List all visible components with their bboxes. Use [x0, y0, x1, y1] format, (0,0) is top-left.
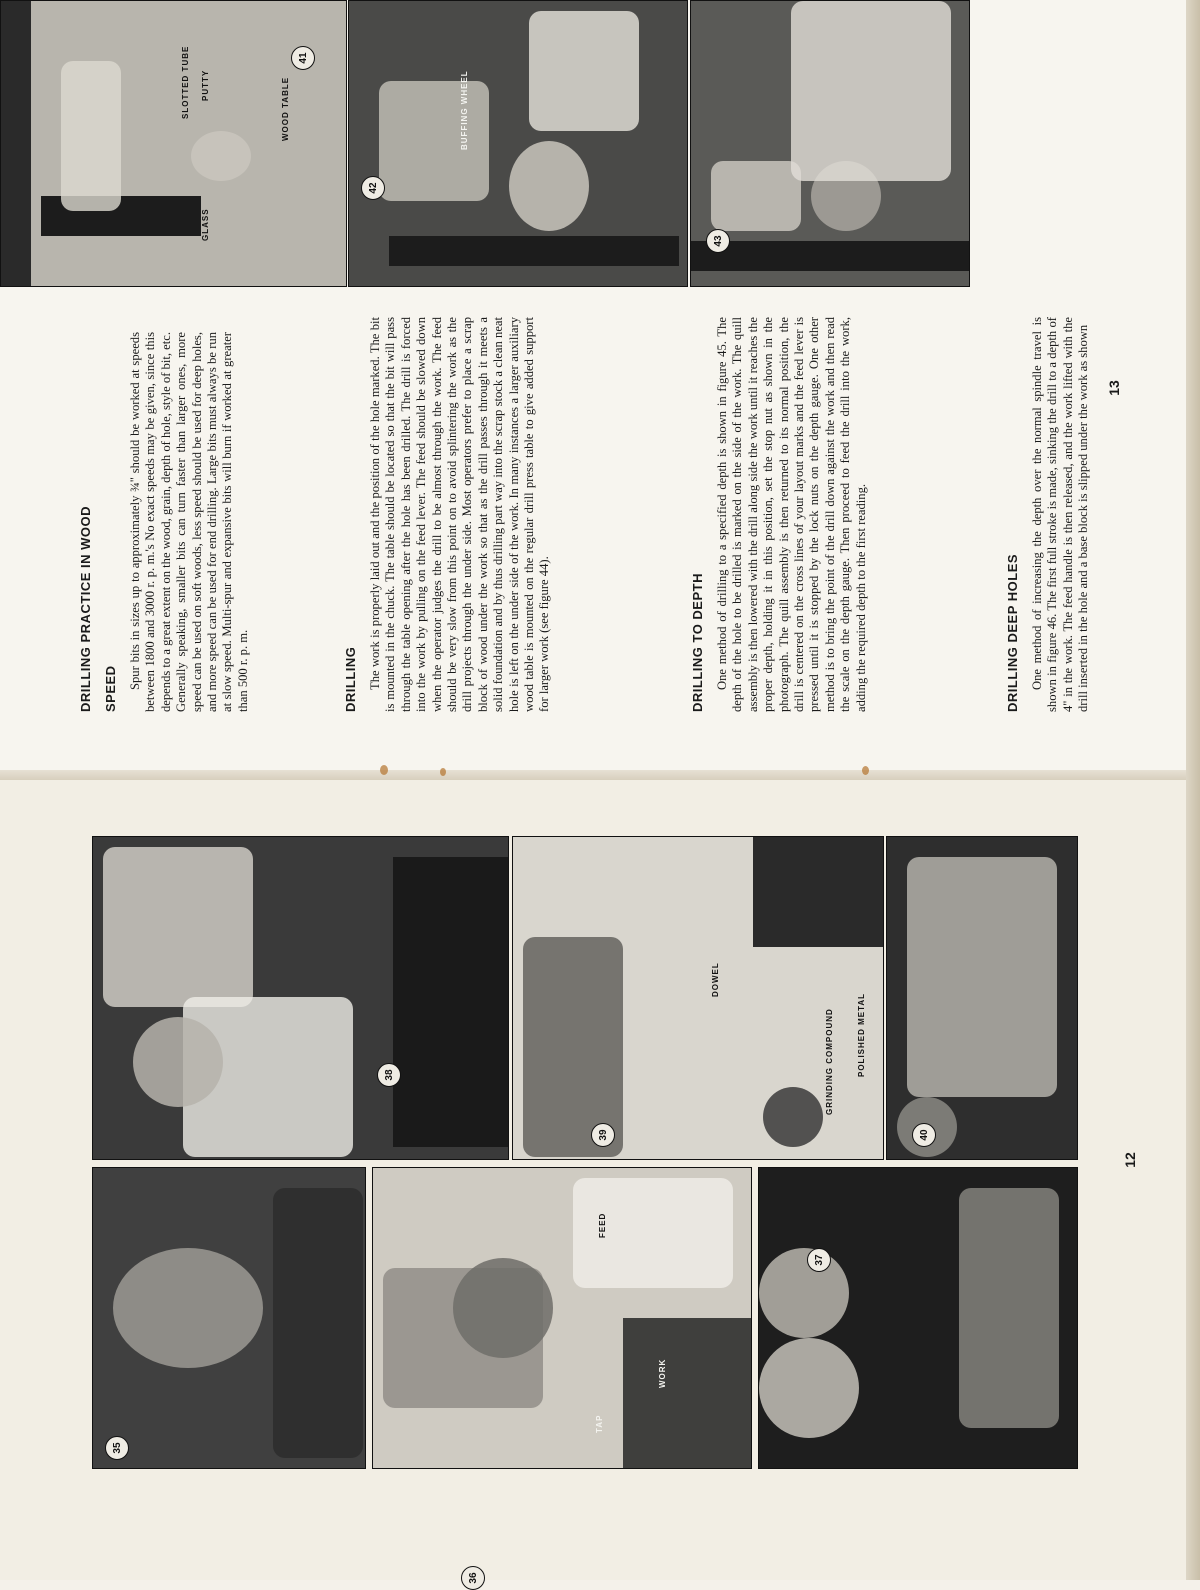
figure-35-photo: [92, 1167, 366, 1469]
figure-41-number: 41: [291, 46, 315, 70]
figure-43-photo: [690, 0, 970, 287]
figure-42-label-buffing-wheel-overlay: BUFFING WHEEL: [460, 70, 469, 150]
figure-36-number: 36: [461, 1566, 485, 1590]
section-drilling-practice-speed: [78, 332, 269, 712]
figure-41-photo: [0, 0, 347, 287]
figure-41-label-wood-table: WOOD TABLE: [281, 76, 290, 141]
figure-36-photo: [372, 1167, 752, 1584]
lower-page: [0, 780, 1200, 1584]
page-edge: [1186, 0, 1200, 1580]
figure-41-label-glass: GLASS: [201, 208, 210, 241]
figure-38-photo: [92, 836, 509, 1160]
paper-stain: [380, 765, 388, 775]
figure-37-number: 37: [807, 1248, 831, 1272]
figure-39-number: 39: [591, 1123, 615, 1147]
figure-37-photo: [758, 1167, 1078, 1469]
figure-41-label-slotted-tube: SLOTTED TUBE: [181, 45, 190, 119]
section-drilling: [343, 317, 571, 712]
figure-36-label-tap: TAP: [595, 1414, 604, 1433]
page-number-12: 12: [1121, 1152, 1138, 1168]
figure-36-label-feed: FEED: [598, 1212, 607, 1238]
upper-page: [0, 0, 1200, 780]
section-body: The work is properly laid out and the position of the hole marked. The bit is mounted in the chuck. The table should be located so that the bit will pass through the table opening after the hole has been drilled. The drill is forced into the work by pulling on the feed lever. The feed should be slowed down when the operator judges the drill to be almost through the work. The feed should be very slow from this point on to avoid splintering the work as the drill projects through the under side. Most operators prefer to place a scrap block of wood under the work so that as the drill passes through it meets a solid foundation and by thus drilling part way into the scrap stock a clean neat hole is left on the under side of the work. In many instances a larger auxiliary wood table is mounted on the regular drill press table to give added support for larger work (see figure 44).: [368, 317, 552, 712]
figure-35-number: 35: [105, 1436, 129, 1460]
section-heading: DRILLING DEEP HOLES: [1005, 553, 1020, 712]
figure-43-number: 43: [706, 229, 730, 253]
section-heading: DRILLING: [343, 646, 358, 712]
section-body: One method of drilling to a specified depth is shown in figure 45. The depth of the hole to be drilled is marked on the side of the work. The quill assembly is then lowered with the drill along side the work until it reaches the proper depth, holding it in this position, set the stop nut as shown in the photograph. The quill assembly is then returned to its normal position, the drill is centered on the cross lines of your layout marks and the feed lever is pressed until it is stopped by the lock nuts on the depth gauge. One other method is to bring the point of the drill down against the work and then read the scale on the depth gauge. Then proceed to feed the drill into the work, adding the required depth to the first reading.: [715, 317, 868, 712]
figure-39-label-polished-metal: POLISHED METAL: [857, 992, 866, 1077]
figure-39-label-grinding-compound: GRINDING COMPOUND: [825, 1008, 834, 1115]
figure-42-photo: [348, 0, 688, 287]
figure-36-label-work: WORK: [658, 1358, 667, 1388]
page-number-13: 13: [1105, 380, 1122, 396]
figure-38-number: 38: [377, 1063, 401, 1087]
figure-41-label-putty: PUTTY: [201, 69, 210, 101]
section-body: Spur bits in sizes up to approximately ¾" should be worked at speeds between 1800 and 3000 r. p. m.'s No exact speeds may be given, since this depends to a great extent on the wood, grain, depth of hole, style of bit, etc. Generally speaking, smaller bits can turn faster than larger ones, more speed can be used on soft woods, less speed should be used for deep holes, and more speed can be used for end drilling. Large bits must always be run at slow speed. Multi-spur and expansive bits will burn if worked at greater than 500 r. p. m.: [128, 332, 250, 712]
section-body: One method of increasing the depth over the normal spindle travel is shown in figure 46. The first full stroke is made, sinking the drill to a depth of 4" in the work. The feed handle is then released, and the work lifted with the drill inserted in the hole and a base block is slipped under the work as shown: [1030, 317, 1091, 712]
figure-40-number: 40: [912, 1123, 936, 1147]
section-subheading: SPEED: [103, 665, 118, 712]
section-drilling-deep-holes: [1005, 317, 1110, 712]
figure-40-photo: [886, 836, 1078, 1160]
paper-stain: [440, 768, 446, 776]
section-heading: DRILLING TO DEPTH: [690, 573, 705, 712]
paper-stain: [862, 766, 869, 775]
figure-42-number: 42: [361, 176, 385, 200]
figure-39-photo: [512, 836, 884, 1160]
section-drilling-to-depth: [690, 317, 887, 712]
figure-39-label-dowel: DOWEL: [711, 962, 720, 997]
section-heading: DRILLING PRACTICE IN WOOD: [78, 505, 93, 712]
